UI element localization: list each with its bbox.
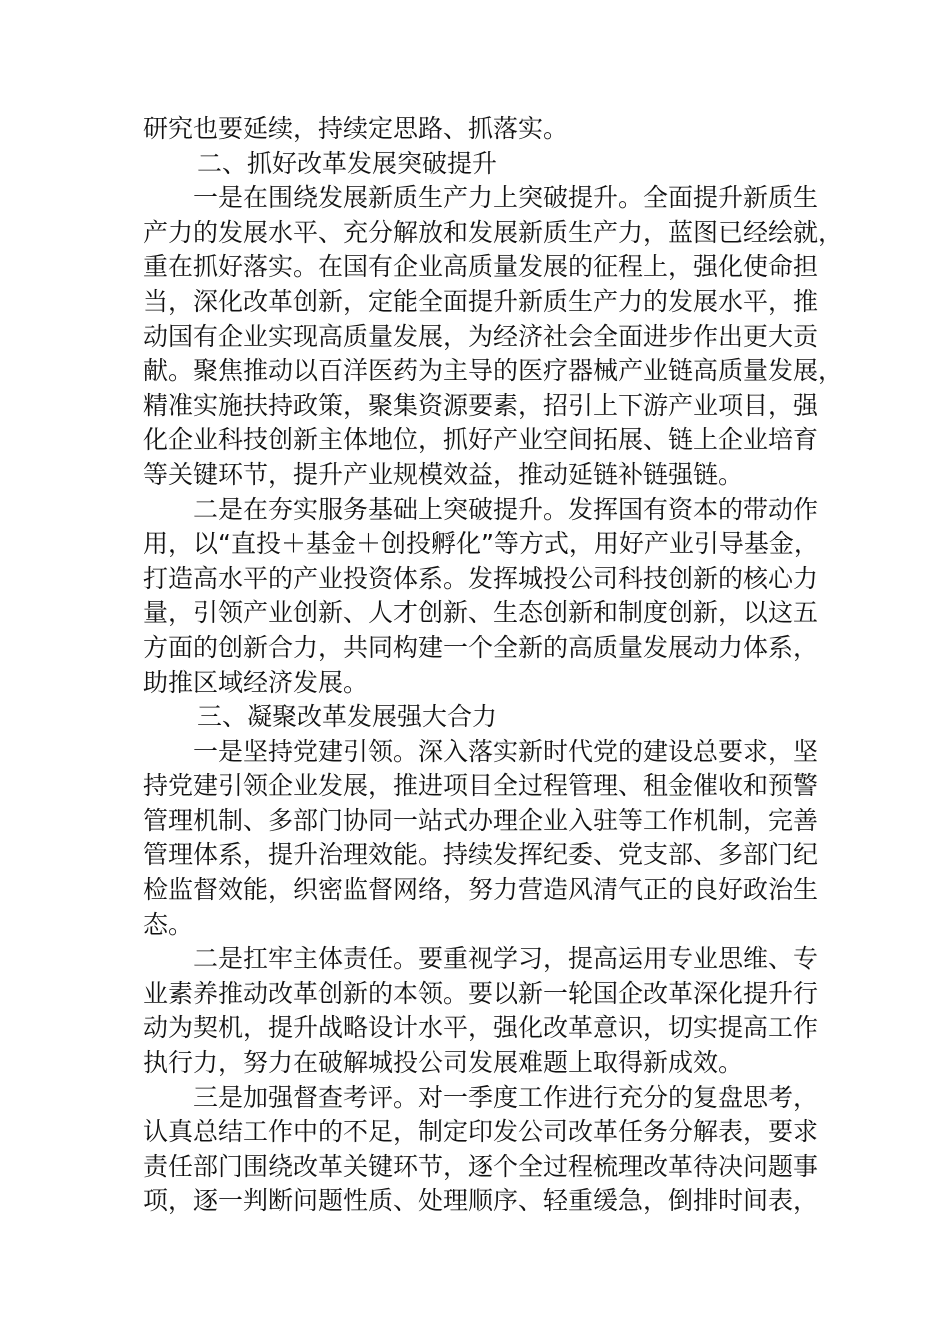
text-line: 动国有企业实现高质量发展，为经济社会全面进步作出更大贡 <box>143 321 819 351</box>
paragraph-first-line: 三是加强督查考评。对一季度工作进行充分的复盘思考， <box>193 1082 819 1112</box>
text-line: 产力的发展水平、充分解放和发展新质生产力，蓝图已经绘就， <box>143 217 844 247</box>
document-body <box>143 112 844 1219</box>
text-line: 重在抓好落实。在国有企业高质量发展的征程上，强化使命担 <box>143 252 819 282</box>
text-line: 检监督效能，织密监督网络，努力营造风清气正的良好政治生 <box>143 875 819 905</box>
text-line: 用，以“直投＋基金＋创投孵化”等方式，用好产业引导基金， <box>143 529 819 559</box>
text-line: 量，引领产业创新、人才创新、生态创新和制度创新，以这五 <box>143 598 819 628</box>
text-line: 项，逐一判断问题性质、处理顺序、轻重缓急，倒排时间表， <box>143 1186 819 1216</box>
text-line: 认真总结工作中的不足，制定印发公司改革任务分解表，要求 <box>143 1117 819 1147</box>
text-line: 责任部门围绕改革关键环节，逐个全过程梳理改革待决问题事 <box>143 1151 819 1181</box>
text-line: 助推区域经济发展。 <box>143 667 369 697</box>
text-line: 化企业科技创新主体地位，抓好产业空间拓展、链上企业培育 <box>143 425 819 455</box>
paragraph-first-line: 二是扛牢主体责任。要重视学习，提高运用专业思维、专 <box>193 944 819 974</box>
section-heading: 二、抓好改革发展突破提升 <box>197 148 498 178</box>
text-line: 当，深化改革创新，定能全面提升新质生产力的发展水平，推 <box>143 286 819 316</box>
text-line: 方面的创新合力，共同构建一个全新的高质量发展动力体系， <box>143 632 819 662</box>
text-line: 动为契机，提升战略设计水平，强化改革意识，切实提高工作 <box>143 1013 819 1043</box>
text-line: 管理机制、多部门协同一站式办理企业入驻等工作机制，完善 <box>143 805 819 835</box>
text-line: 精准实施扶持政策，聚集资源要素，招引上下游产业项目，强 <box>143 390 819 420</box>
text-line: 研究也要延续，持续定思路、抓落实。 <box>143 114 569 143</box>
text-line: 态。 <box>143 909 194 939</box>
text-line: 持党建引领企业发展，推进项目全过程管理、租金催收和预警 <box>143 771 819 801</box>
paragraph-first-line: 一是在围绕发展新质生产力上突破提升。全面提升新质生 <box>193 183 819 213</box>
text-line: 业素养推动改革创新的本领。要以新一轮国企改革深化提升行 <box>143 978 819 1008</box>
text-line: 管理体系，提升治理效能。持续发挥纪委、党支部、多部门纪 <box>143 840 819 870</box>
text-line: 献。聚焦推动以百洋医药为主导的医疗器械产业链高质量发展， <box>143 356 844 386</box>
paragraph-first-line: 二是在夯实服务基础上突破提升。发挥国有资本的带动作 <box>193 494 819 524</box>
text-line: 打造高水平的产业投资体系。发挥城投公司科技创新的核心力 <box>143 563 819 593</box>
text-line: 执行力，努力在破解城投公司发展难题上取得新成效。 <box>143 1048 744 1078</box>
paragraph-first-line: 一是坚持党建引领。深入落实新时代党的建设总要求，坚 <box>193 736 819 766</box>
section-heading: 三、凝聚改革发展强大合力 <box>197 702 498 732</box>
text-line: 等关键环节，提升产业规模效益，推动延链补链强链。 <box>143 459 744 489</box>
